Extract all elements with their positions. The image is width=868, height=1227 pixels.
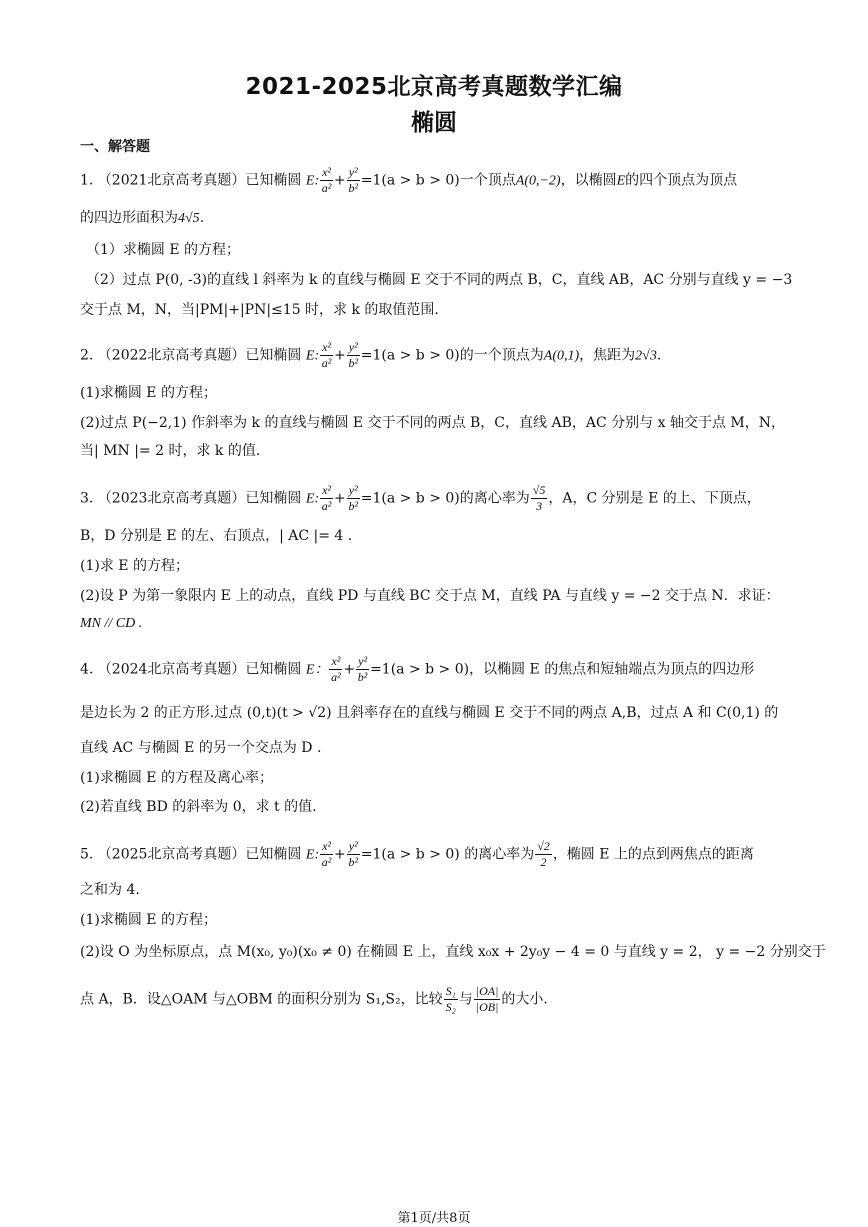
text-fragment: a²: [331, 670, 341, 684]
text-fragment: 2. （2022北京高考真题）已知椭圆: [80, 347, 302, 364]
text-fragment: E: [616, 173, 626, 189]
fraction: [444, 984, 458, 1015]
text-fragment: =1(a > b > 0)一个顶点: [360, 172, 516, 189]
problem-5-question-2: (2)设 O 为坐标原点，点 M(x₀, y₀)(x₀ ≠ 0) 在椭圆 E 上，直线 x₀x + 2y₀y − 4 = 0 与直线 y = 2， y = −2 分别交于: [80, 944, 826, 960]
text-fragment: .: [199, 210, 205, 226]
text-fragment: E:: [305, 173, 320, 189]
text-fragment: S₁: [445, 984, 456, 998]
text-fragment: √2: [537, 839, 550, 853]
text-fragment: |OA|: [475, 984, 499, 998]
problem-3-line-2: B，D 分别是 E 的左、右顶点，| AC |= 4 .: [80, 528, 353, 544]
problem-4-line-1: [80, 654, 790, 685]
text-fragment: A(0,−2): [515, 173, 561, 189]
fraction: [347, 839, 360, 870]
problem-4-question-1: (1)求椭圆 E 的方程及离心率；: [80, 770, 273, 786]
text-fragment: x²: [331, 654, 341, 668]
problem-1-question-1: （1）求椭圆 E 的方程；: [86, 242, 241, 258]
problem-3-question-1: (1)求 E 的方程；: [80, 558, 189, 574]
problem-2-question-2-cont: 当| MN |= 2 时，求 k 的值.: [80, 443, 261, 459]
text-fragment: a²: [321, 499, 332, 513]
problem-5-line-2: 之和为 4.: [80, 882, 140, 898]
problem-2-question-2: (2)过点 P(−2,1) 作斜率为 k 的直线与椭圆 E 交于不同的两点 B，C，直线 AB，AC 分别与 x 轴交于点 M，N，: [80, 415, 785, 431]
text-fragment: 的四边形面积为: [80, 210, 178, 226]
text-fragment: b²: [348, 499, 359, 513]
fraction: [320, 839, 333, 870]
text-fragment: E:: [305, 491, 320, 507]
text-fragment: b²: [348, 356, 359, 370]
text-fragment: 的四个顶点为顶点: [625, 172, 738, 189]
text-fragment: a²: [321, 181, 332, 195]
text-fragment: √5: [532, 483, 546, 497]
problem-4-line-3: 直线 AC 与椭圆 E 的另一个交点为 D .: [80, 740, 322, 756]
text-fragment: x²: [322, 340, 332, 354]
problem-2-line-1: [80, 340, 790, 371]
text-fragment: a²: [321, 855, 332, 869]
text-fragment: 2√3: [635, 348, 657, 364]
text-fragment: b²: [348, 181, 359, 195]
fraction: [356, 654, 369, 685]
fraction: [474, 984, 501, 1015]
fraction: [320, 483, 333, 514]
text-fragment: A(0,1): [543, 348, 580, 364]
text-fragment: b²: [357, 670, 368, 684]
text-fragment: y²: [348, 340, 358, 354]
text-fragment: =1(a > b > 0)，以椭圆 E 的焦点和短轴端点为顶点的四边形: [370, 661, 755, 678]
text-fragment: +: [334, 347, 346, 364]
problem-3-question-2-cont: MN // CD .: [80, 616, 143, 631]
text-fragment: 3. （2023北京高考真题）已知椭圆: [80, 490, 302, 507]
problem-1-line-2: [80, 208, 790, 229]
text-fragment: ，焦距为: [579, 347, 636, 364]
document-subtitle: 椭圆: [411, 110, 457, 136]
problem-5-line-1: [80, 839, 790, 870]
text-fragment: =1(a > b > 0) 的离心率为: [360, 846, 535, 863]
text-fragment: 的大小.: [501, 991, 548, 1008]
fraction: [320, 165, 333, 196]
problem-3-question-2: (2)设 P 为第一象限内 E 上的动点，直线 PD 与直线 BC 交于点 M，直线 PA 与直线 y = −2 交于点 N．求证：: [80, 588, 780, 604]
text-fragment: +: [334, 846, 346, 863]
text-fragment: 5. （2025北京高考真题）已知椭圆: [80, 846, 302, 863]
text-fragment: y²: [348, 839, 358, 853]
text-fragment: |OB|: [475, 1000, 499, 1014]
text-fragment: ，A，C 分别是 E 的上、下顶点，: [548, 490, 761, 507]
fraction: [347, 165, 360, 196]
fraction: [531, 483, 548, 514]
text-fragment: E:: [305, 348, 320, 364]
problem-4-line-2: 是边长为 2 的正方形.过点 (0,t)(t > √2) 且斜率存在的直线与椭圆 E 交于不同的两点 A,B，过点 A 和 C(0,1) 的: [80, 705, 779, 721]
text-fragment: 3: [536, 499, 543, 513]
document-title: 2021-2025北京高考真题数学汇编: [245, 74, 623, 100]
text-fragment: =1(a > b > 0)的离心率为: [360, 490, 530, 507]
text-fragment: =1(a > b > 0)的一个顶点为: [360, 347, 544, 364]
text-fragment: E:: [305, 847, 320, 863]
text-fragment: 4√5: [178, 211, 200, 226]
problem-5-question-2-cont: [80, 984, 790, 1015]
text-fragment: y²: [358, 654, 368, 668]
text-fragment: ，以椭圆: [560, 172, 617, 189]
problem-1-question-2-cont: 交于点 M，N，当|PM|+|PN|≤15 时，求 k 的取值范围.: [80, 302, 439, 318]
fraction: [329, 654, 342, 685]
page-number: 第1页/共8页: [397, 1211, 471, 1226]
problem-5-question-1: (1)求椭圆 E 的方程；: [80, 912, 217, 928]
text-fragment: +: [334, 172, 346, 189]
text-fragment: ，椭圆 E 上的点到两焦点的距离: [552, 846, 754, 863]
fraction: [535, 839, 552, 870]
fraction: [347, 340, 360, 371]
text-fragment: .: [656, 347, 662, 364]
text-fragment: y²: [348, 483, 358, 497]
problem-1-line-1: [80, 165, 790, 196]
fraction: [347, 483, 360, 514]
text-fragment: 4. （2024北京高考真题）已知椭圆: [80, 661, 302, 678]
text-fragment: E：: [305, 662, 329, 678]
problem-2-question-1: (1)求椭圆 E 的方程；: [80, 385, 217, 401]
problem-3-line-1: [80, 483, 790, 514]
text-fragment: +: [334, 490, 346, 507]
text-fragment: 点 A，B．设△OAM 与△OBM 的面积分别为 S₁,S₂，比较: [80, 991, 443, 1008]
text-fragment: 与: [458, 991, 473, 1008]
text-fragment: 1. （2021北京高考真题）已知椭圆: [80, 172, 302, 189]
text-fragment: x²: [322, 839, 332, 853]
problem-4-question-2: (2)若直线 BD 的斜率为 0，求 t 的值.: [80, 799, 317, 815]
section-heading: 一、解答题: [80, 139, 150, 155]
text-fragment: a²: [321, 356, 332, 370]
fraction: [320, 340, 333, 371]
text-fragment: b²: [348, 855, 359, 869]
text-fragment: y²: [348, 165, 358, 179]
text-fragment: 2: [540, 855, 547, 869]
problem-1-question-2: （2）过点 P(0, -3)的直线 l 斜率为 k 的直线与椭圆 E 交于不同的两点 B，C，直线 AB，AC 分别与直线 y = −3: [86, 272, 793, 288]
text-fragment: x²: [322, 483, 332, 497]
text-fragment: S₂: [445, 1000, 456, 1014]
text-fragment: x²: [322, 165, 332, 179]
text-fragment: +: [343, 661, 356, 678]
